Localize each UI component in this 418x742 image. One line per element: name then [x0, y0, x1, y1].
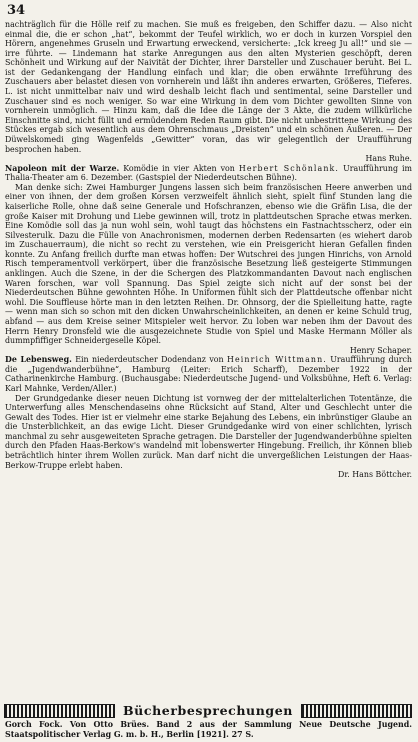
- book-review: [5, 720, 412, 739]
- main-column: [5, 20, 412, 480]
- book-details: Von Otto Brües. Band 2 aus der Sammlung Neue Deutsche Jugend. Staatspolitischer Verlag G. m. b. H., Berlin [1921]. 27 S.: [5, 720, 413, 739]
- review-heading-napoleon: [5, 164, 412, 183]
- paragraph-duewelskomedi-ending: nachträglich für die Hölle reif zu machen. Sie muß es freigeben, den Schiffer dazu. — Also nicht einmal die, die er schon „hat“, bekommt der Teufel wirklich, wo er doch in kurzen Vorspiel den Hörern, angenehmes Gruseln und Erwartung erweckend, versicherte: „Ick kreeg Ju all!“ und sie — irre führte. — Lindemann hat starke Anregungen aus den alten Mysterien geschöpft, deren Schönheit und Wirkung auf der Naivität der Dichter, ihrer Darsteller und Zuschauer beruht. Bei L. ist der Gedankengang der Handlung einfach und klar; die oben erwähnte Irreführung des Zuschauers aber belastet diesen von vornherein und läßt ihn anderes erwarten, Größeres, Tieferes. L. ist nicht unmittelbar naiv und wird deshalb leicht flach und sentimental, seine Darsteller und Zuschauer sind es noch weniger. So war eine Wirkung in dem vom Dichter gewollten Sinne von vornherein unmöglich. — Hinzu kam, daß die Idee die Länge der 3 Akte, die zudem willkürliche Einschnitte sind, nicht füllt und ermüdendem Reden Raum gibt. Die nicht unbestrittene Wirkung des Stückes ergab sich wesentlich aus dem Ohrenschmaus „Dreisten“ und ein schönen Äußeren. — Der Düwelskomedi ging Wagenfelds „Gewitter“ voran, das wir gelegentlich der Uraufführung besprochen haben.: [5, 20, 412, 154]
- play-author-lebensweg: Heinrich Wittmann.: [227, 355, 327, 365]
- play-subtitle-lebensweg: Ein niederdeutscher Dodendanz von: [75, 355, 224, 365]
- signature-hans-ruhe: Hans Ruhe.: [365, 154, 412, 164]
- section-banner: [4, 703, 412, 718]
- ornament-right: [301, 704, 412, 718]
- play-title-napoleon: Napoleon mit der Warze.: [5, 163, 120, 173]
- premiere-info-napoleon: Uraufführung im Thalia-Theater am 6. Dezember. (Gastspiel der Niederdeutschen Bühne).: [5, 163, 413, 183]
- play-author-napoleon: Herbert Schönlank.: [238, 163, 340, 173]
- play-subtitle-napoleon: Komödie in vier Akten von: [123, 163, 235, 173]
- book-title: Gorch Fock.: [5, 720, 63, 729]
- page-number: 34: [7, 3, 26, 18]
- premiere-info-lebensweg: Uraufführung durch die „Jugendwanderbühne“, Hamburg (Leiter: Erich Scharff), Dezember 1922 in der Catharinenkirche Hamburg. (Buchausgabe: Niederdeutsche Jugend- und Volksbühne, Heft 6. Verlag: Karl Mahnke, Verden/Aller.): [5, 355, 412, 393]
- paragraph-napoleon-review: Man denke sich: Zwei Hamburger Jungens lassen sich beim französischen Heere anwerben und einer von ihnen, der dem großen Korsen verzweifelt ähnlich sieht, spielt fünf Stunden lang die kaiserliche Rolle, ohne daß seine Generale und Hofschranzen, ebenso wie die Gräfin Lisa, die der große Kaiser mit Drohung und Liebe gewinnen will, trotz in plattdeutschen Sprache etwas merken. Eine Komödie soll das ja nun wohl sein, wohl taugt das höchstens ein Fastnachtsscherz, oder ein Silvesterulk. Dazu die Fülle von Anachronismen, modernen derben Redensarten (es wiehert darob im Zuschauerraum), die nicht so recht zu verstehen, wie ein Preisgericht hieran Gefallen finden konnte. Zu Anfang freilich durfte man etwas hoffen: Der Wutschrei des jungen Hinrichs, von Arnold Risch temperamentvoll verkörpert, über die französische Besetzung ließ gesteigerte Stimmungen anklingen. Auch die Szene, in der die Schergen des Platzkommandanten Davout nach englischen Waren forschen, war voll Spannung. Das Spiel zeigte sich nicht auf der sonst bei der Niederdeutschen Bühne gewohnten Höhe. In Uniformen fühlt sich der Plattdeutsche offenbar nicht wohl. Die Souffleuse hörte man in den letzten Reihen. Dr. Ohnsorg, der die Spielleitung hatte, ragte — wenn man sich so schon mit den dicken Unwahrscheinlichkeiten, an denen er keine Schuld trug, abfand — aus dem Kreise seiner Mitspieler weit hervor. Zu loben war neben ihm der Davout des Herrn Henry Dronsfeld wie die ausgezeichnete Studie von Spiel und Maske Hermann Möller als dummpfiffiger Schneidergeselle Köpel.: [5, 182, 412, 346]
- ornament-left: [4, 704, 115, 718]
- paragraph-lebensweg-review: Der Grundgedanke dieser neuen Dichtung ist vornweg der der mittelalterlichen Totentänze, die Unterwerfung alles Menschendaseins ohne Rücksicht auf Stand, Alter und Geschlecht unter die Gewalt des Todes. Hier ist er vielmehr eine starke Bejahung des Lebens, ein inbrünstiger Glaube an die Unsterblichkeit, an das ewige Licht. Dieser Grundgedanke wird von einer schlichten, lyrisch manchmal zu sehr ausgeweiteten Sprache getragen. Die Darsteller der Jugendwanderbühne spielten durch den Pfaden Haas-Berkow's wandelnd mit lobenswerter Hingebung. Freilich, ihr Können blieb beträchtlich hinter ihrem Wollen zurück. Man darf nicht die unvergeßlichen Leistungen der Haas-Berkow-Truppe erlebt haben.: [5, 393, 412, 470]
- signature-henry-schaper: Henry Schaper.: [349, 345, 412, 355]
- signature-hans-boettcher: Dr. Hans Böttcher.: [338, 470, 412, 480]
- banner-title: Bücherbesprechungen: [123, 703, 293, 718]
- review-heading-lebensweg: [5, 355, 412, 393]
- play-title-lebensweg: De Lebensweg.: [5, 355, 72, 365]
